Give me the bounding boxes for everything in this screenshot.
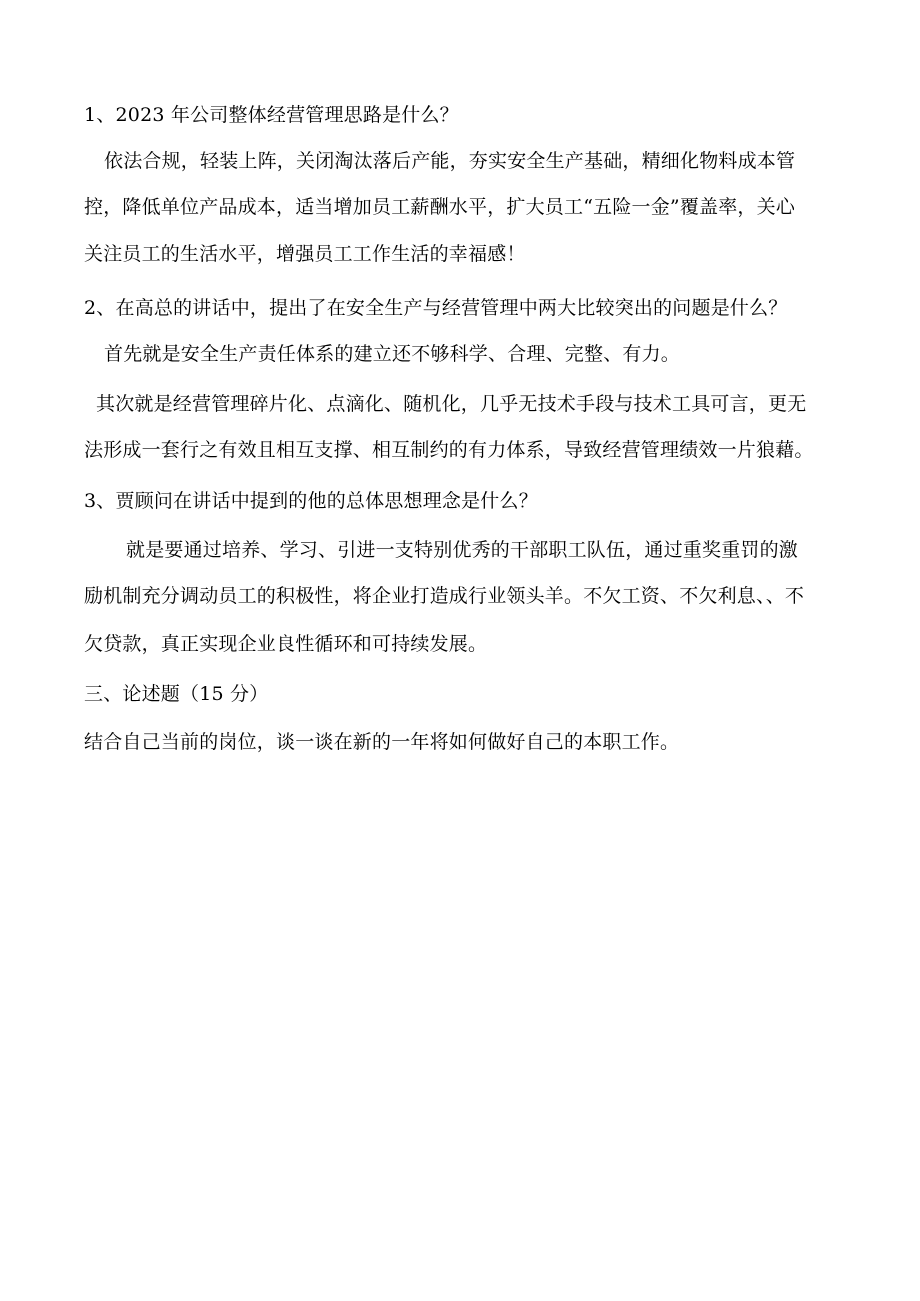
answer-1-line-2: 控，降低单位产品成本，适当增加员工薪酬水平，扩大员工“五险一金”覆盖率，关心 <box>84 196 796 218</box>
question-1: 1、2023 年公司整体经营管理思路是什么？ <box>84 104 459 126</box>
section-3-heading: 三、论述题（15 分） <box>84 683 269 705</box>
question-2: 2、在高总的讲话中，提出了在安全生产与经营管理中两大比较突出的问题是什么？ <box>84 297 788 319</box>
question-3: 3、贾顾问在讲话中提到的他的总体思想理念是什么？ <box>84 490 538 512</box>
answer-3-line-2: 励机制充分调动员工的积极性，将企业打造成行业领头羊。不欠工资、不欠利息、、不 <box>84 585 805 607</box>
answer-3-line-3: 欠贷款，真正实现企业良性循环和可持续发展。 <box>84 633 488 655</box>
answer-1-line-1: 依法合规，轻装上阵，关闭淘汰落后产能，夯实安全生产基础，精细化物料成本管 <box>104 150 796 172</box>
answer-2-line-2: 其次就是经营管理碎片化、点滴化、随机化，几乎无技术手段与技术工具可言，更无 <box>96 393 807 415</box>
section-3-prompt: 结合自己当前的岗位，谈一谈在新的一年将如何做好自己的本职工作。 <box>84 731 680 753</box>
answer-2-line-3: 法形成一套行之有效且相互支撑、相互制约的有力体系，导致经营管理绩效一片狼藉。 <box>84 439 814 461</box>
answer-1-line-3: 关注员工的生活水平，增强员工工作生活的幸福感！ <box>84 243 526 265</box>
answer-2-line-1: 首先就是安全生产责任体系的建立还不够科学、合理、完整、有力。 <box>104 343 681 365</box>
answer-3-line-1: 就是要通过培养、学习、引进一支特别优秀的干部职工队伍，通过重奖重罚的激 <box>126 539 799 561</box>
